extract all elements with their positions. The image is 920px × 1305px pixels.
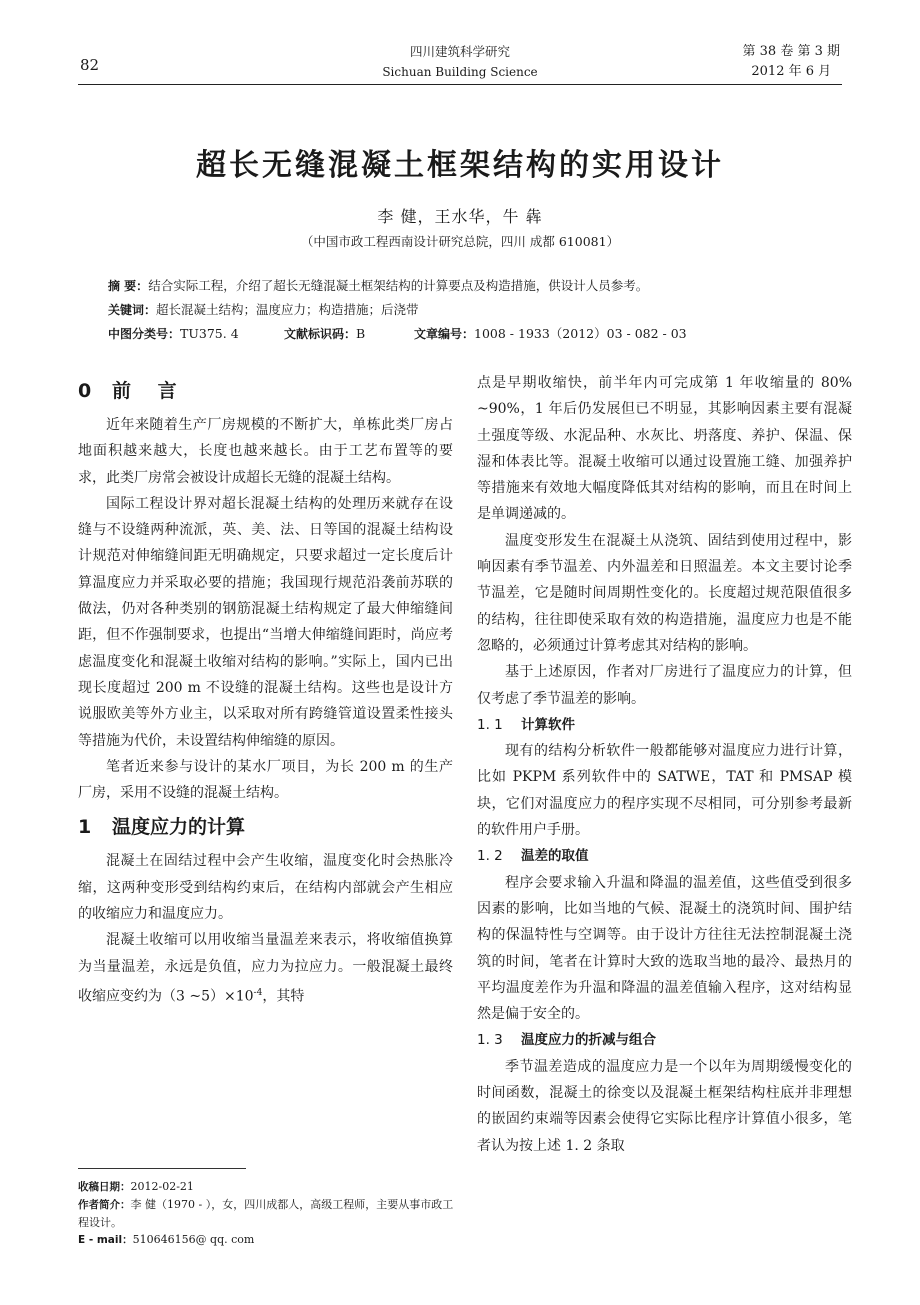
article-number [414, 324, 687, 344]
issue-info [743, 42, 840, 82]
paragraph: 笔者近来参与设计的某水厂项目，为长 200 m 的生产厂房，采用不设缝的混凝土结构。 [78, 758, 453, 802]
paragraph-text: 混凝土收缩可以用收缩当量温差来表示，将收缩值换算为当量温差，永远是负值，应力为拉应力。一般混凝土最终收缩应变约为（3 ~5）×10 [78, 932, 453, 1005]
doccode-value: B [356, 326, 366, 341]
section-heading-0 [78, 370, 453, 412]
subsection-number: 1. 1 [477, 716, 503, 733]
journal-name-cn: 四川建筑科学研究 [409, 44, 510, 59]
paragraph: 程序会要求输入升温和降温的温差值，这些值受到很多因素的影响，比如当地的气候、混凝土的浇筑时间、围护结构的保温特性与空调等。由于设计方往往无法控制混凝土浇筑的时间，笔者在计算时大致的选取当地的最冷、最热月的平均温度差作为升温和降温的温差值输入程序，这对结构显然是偏于安全的。 [477, 874, 852, 1023]
subsection-number: 1. 2 [477, 848, 503, 865]
footnote-divider [78, 1168, 246, 1169]
section-title: 温度应力的计算 [112, 816, 246, 839]
article-title: 超长无缝混凝土框架结构的实用设计 [196, 148, 724, 183]
keywords-label: 关键词： [108, 303, 157, 317]
author-bio-label: 作者简介： [78, 1199, 131, 1211]
paragraph: 季节温差造成的温度应力是一个以年为周期缓慢变化的时间函数，混凝土的徐变以及混凝土框架结构柱底并非理想的嵌固约束端等因素会使得它实际比程序计算值小很多，笔者认为按上述 1. 2 条取 [477, 1058, 852, 1154]
subsection-title: 温差的取值 [521, 848, 589, 865]
keywords-text: 超长混凝土结构；温度应力；构造措施；后浇带 [156, 302, 419, 317]
document-code [284, 324, 365, 344]
section-title: 前 言 [112, 380, 187, 402]
right-column [477, 370, 852, 1159]
exponent: -4 [253, 987, 263, 998]
artno-value: 1008 - 1933（2012）03 - 082 - 03 [474, 326, 687, 341]
issue-date: 2012 年 6 月 [751, 64, 832, 79]
received-value: 2012-02-21 [130, 1180, 194, 1193]
subsection-number: 1. 3 [477, 1032, 503, 1049]
section-number: 1 [78, 816, 92, 839]
subsection-heading-1-1 [477, 712, 852, 738]
subsection-heading-1-2 [477, 843, 852, 869]
email-label: E - mail： [78, 1234, 133, 1246]
clc-label: 中图分类号： [108, 327, 181, 341]
paragraph: 国际工程设计界对超长混凝土结构的处理历来就存在设缝与不设缝两种流派，英、美、法、日等国的混凝土结构设计规范对伸缩缝间距无明确规定，只要求超过一定长度后计算温度应力并采取必要的措施；我国现行规范沿袭前苏联的做法，仍对各种类别的钢筋混凝土结构规定了最大伸缩缝间距，但不作强制要求，也提出“当增大伸缩缝间距时，尚应考虑温度变化和混凝土收缩对结构的影响。”实际上，国内已出现长度超过 200 m 不设缝的混凝土结构。这些也是设计方说服欧美等外方业主，以采取对所有跨缝管道设置柔性接头等措施为代价，未设置结构伸缩缝的原因。 [78, 495, 453, 749]
clc-number [108, 324, 239, 344]
page-number: 82 [80, 56, 100, 74]
paragraph [78, 927, 453, 1010]
received-date [78, 1178, 456, 1196]
article-authors: 李 健，王水华，牛 犇 [377, 207, 543, 226]
section-number: 0 [78, 380, 92, 402]
author-bio-text: 李 健（1970 - ），女，四川成都人，高级工程师，主要从事市政工程设计。 [78, 1198, 454, 1229]
received-label: 收稿日期： [78, 1181, 131, 1193]
paragraph: 混凝土在固结过程中会产生收缩，温度变化时会热胀冷缩，这两种变形受到结构约束后，在结构内部就会产生相应的收缩应力和温度应力。 [78, 853, 453, 923]
paragraph: 温度变形发生在混凝土从浇筑、固结到使用过程中，影响因素有季节温差、内外温差和日照温差。本文主要讨论季节温差，它是随时间周期性变化的。长度超过规范限值很多的结构，往往即使采取有效的构造措施，温度应力也是不能忽略的，必须通过计算考虑其对结构的影响。 [477, 532, 852, 654]
abstract-text: 结合实际工程，介绍了超长无缝混凝土框架结构的计算要点及构造措施，供设计人员参考。 [148, 278, 649, 293]
paragraph: 近年来随着生产厂房规模的不断扩大，单栋此类厂房占地面积越来越大，长度也越来越长。由于工艺布置等的要求，此类厂房常会被设计成超长无缝的混凝土结构。 [78, 417, 453, 486]
author-bio [78, 1196, 456, 1231]
email-value: 510646156@ qq. com [132, 1233, 255, 1246]
header-divider [78, 84, 842, 85]
paragraph: 点是早期收缩快，前半年内可完成第 1 年收缩量的 80% ~90%，1 年后仍发展但已不明显，其影响因素主要有混凝土强度等级、水泥品种、水灰比、坍落度、养护、保温、保湿和体表比等。混凝土收缩可以通过设置施工缝、加强养护等措施来有效地大幅度降低其对结构的影响，而且在时间上是单调递减的。 [477, 375, 852, 523]
article-affiliation: （中国市政工程西南设计研究总院，四川 成都 610081） [300, 234, 620, 249]
paragraph: 基于上述原因，作者对厂房进行了温度应力的计算，但仅考虑了季节温差的影响。 [477, 664, 852, 707]
journal-name-en: Sichuan Building Science [382, 65, 538, 79]
keywords [108, 300, 840, 320]
clc-value: TU375. 4 [180, 326, 239, 341]
subsection-title: 计算软件 [521, 716, 575, 733]
paragraph-text: ，其特 [262, 988, 305, 1005]
doccode-label: 文献标识码： [284, 327, 357, 341]
left-column [78, 370, 453, 1010]
subsection-title: 温度应力的折减与组合 [521, 1032, 656, 1049]
section-heading-1 [78, 806, 453, 848]
journal-name [310, 42, 610, 82]
footnote [78, 1178, 456, 1249]
artno-label: 文章编号： [414, 327, 475, 341]
paragraph: 现有的结构分析软件一般都能够对温度应力进行计算，比如 PKPM 系列软件中的 SATWE，TAT 和 PMSAP 模块，它们对温度应力的程序实现不尽相同，可分别参考最新的软件用户手册。 [477, 743, 852, 839]
abstract-label: 摘 要： [108, 279, 149, 293]
issue-volume: 第 38 卷 第 3 期 [742, 44, 840, 59]
subsection-heading-1-3 [477, 1027, 852, 1053]
abstract [108, 276, 840, 296]
author-email [78, 1231, 456, 1249]
